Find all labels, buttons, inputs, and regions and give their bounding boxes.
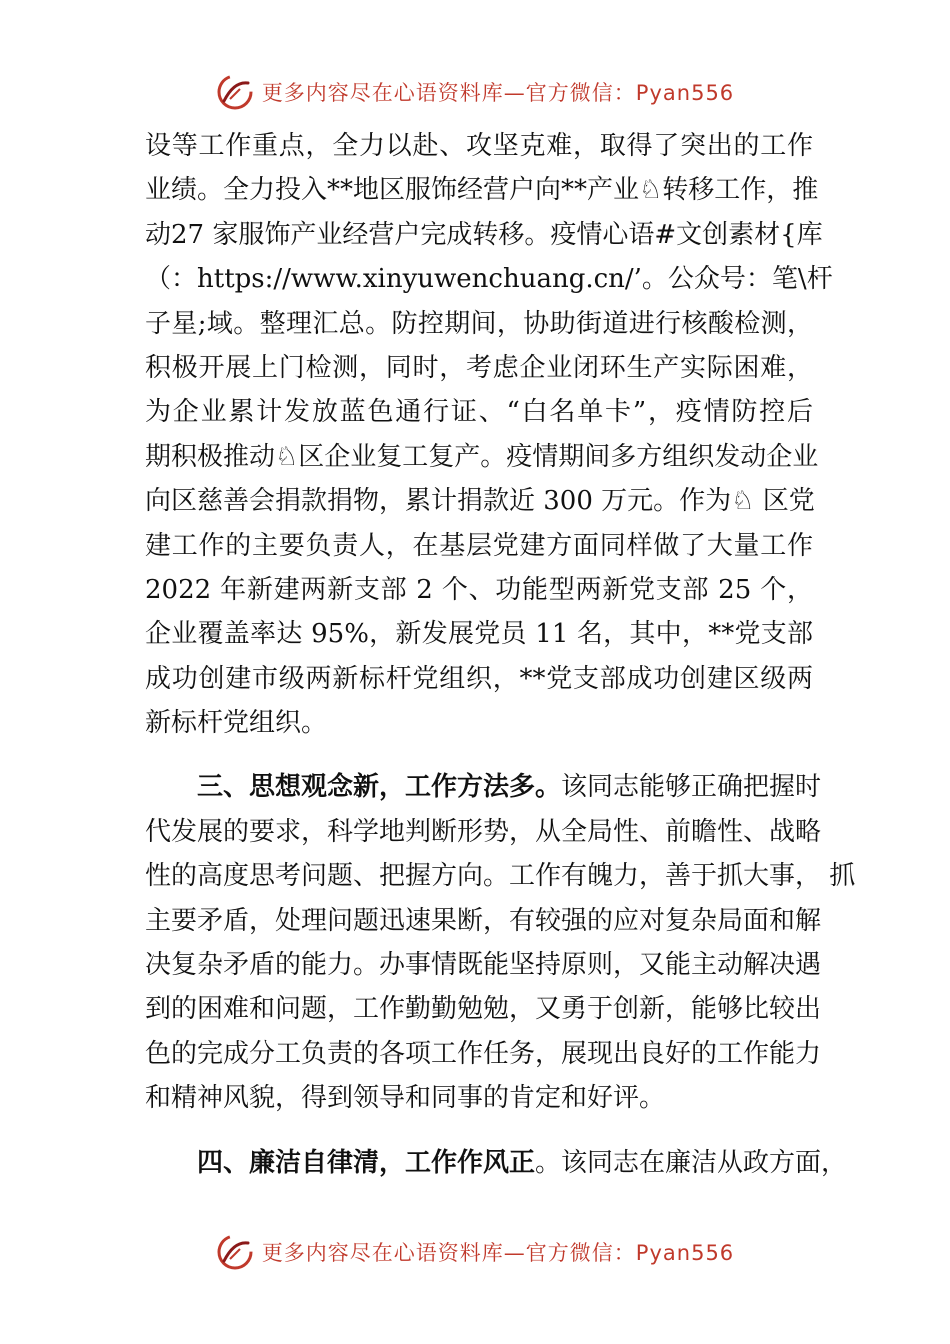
text-line: 到的困难和问题，工作勤勤勉勉，又勇于创新，能够比较出 (145, 994, 822, 1025)
text-line: 色的完成分工负责的各项工作任务，展现出良好的工作能力 (145, 1038, 822, 1069)
text-line: 设等工作重点，全力以赴、攻坚克难，取得了突出的工作 (145, 131, 813, 161)
text-line: 动27 家服饰产业经营户完成转移。疫情心语#文创素材{库 (145, 219, 823, 250)
text-line: 决复杂矛盾的能力。办事情既能坚持原则，又能主动解决遇 (145, 950, 822, 981)
text-line: 子星;域。整理汇总。防控期间，协助街道进行核酸检测， (145, 308, 813, 339)
text-line: 企业覆盖率达 95%，新发展党员 11 名，其中，**党支部 (145, 619, 813, 650)
text-line: 向区慈善会捐款捐物，累计捐款近 300 万元。作为♘ 区党 (145, 486, 815, 517)
paragraph-3 (145, 1141, 848, 1185)
paragraph-2 (145, 765, 856, 1120)
watermark-text: 更多内容尽在心语资料库—官方微信：Pyan556 (261, 81, 735, 105)
text-span: 。该同志在廉洁从政方面， (535, 1147, 848, 1178)
paragraph-spacer (145, 1121, 813, 1141)
text-span: 该同志能够正确把握时 (561, 772, 822, 803)
text-line: 期积极推动♘区企业复工复产。疫情期间多方组织发动企业 (145, 441, 819, 472)
text-line: 建工作的主要负责人，在基层党建方面同样做了大量工作 (145, 530, 813, 561)
brush-seal-logo-icon (216, 73, 254, 111)
text-line: 为企业累计发放蓝色通行证、“白名单卡”，疫情防控后 (145, 397, 813, 428)
watermark-banner-bottom (0, 1230, 950, 1274)
section-heading-3: 三、思想观念新，工作方法多。 (197, 772, 562, 803)
text-line: 业绩。全力投入**地区服饰经营户向**产业♘转移工作，推 (145, 175, 819, 206)
brush-seal-logo-icon (216, 1233, 254, 1271)
text-line: 2022 年新建两新支部 2 个、功能型两新党支部 25 个， (145, 574, 813, 605)
watermark-banner-top (0, 70, 950, 114)
paragraph-1 (145, 124, 833, 745)
document-body (145, 124, 856, 1185)
text-line: 主要矛盾，处理问题迅速果断，有较强的应对复杂局面和解 (145, 905, 822, 936)
text-line: 性的高度思考问题、把握方向。工作有魄力，善于抓大事， 抓 (145, 861, 856, 892)
text-line (145, 765, 822, 809)
paragraph-spacer (145, 745, 813, 765)
text-line: （：https://www.xinyuwenchuang.cn/’。公众号：笔\杆 (145, 264, 833, 295)
text-line: 新标杆党组织。 (145, 708, 328, 739)
watermark-text: 更多内容尽在心语资料库—官方微信：Pyan556 (261, 1241, 735, 1265)
text-line: 代发展的要求，科学地判断形势，从全局性、前瞻性、战略 (145, 816, 822, 847)
text-line (145, 1141, 848, 1185)
section-heading-4: 四、廉洁自律清，工作作风正 (197, 1147, 536, 1178)
text-line: 积极开展上门检测，同时，考虑企业闭环生产实际困难， (145, 352, 813, 383)
text-line: 和精神风貌，得到领导和同事的肯定和好评。 (145, 1083, 666, 1114)
text-line: 成功创建市级两新标杆党组织，**党支部成功创建区级两 (145, 663, 813, 694)
